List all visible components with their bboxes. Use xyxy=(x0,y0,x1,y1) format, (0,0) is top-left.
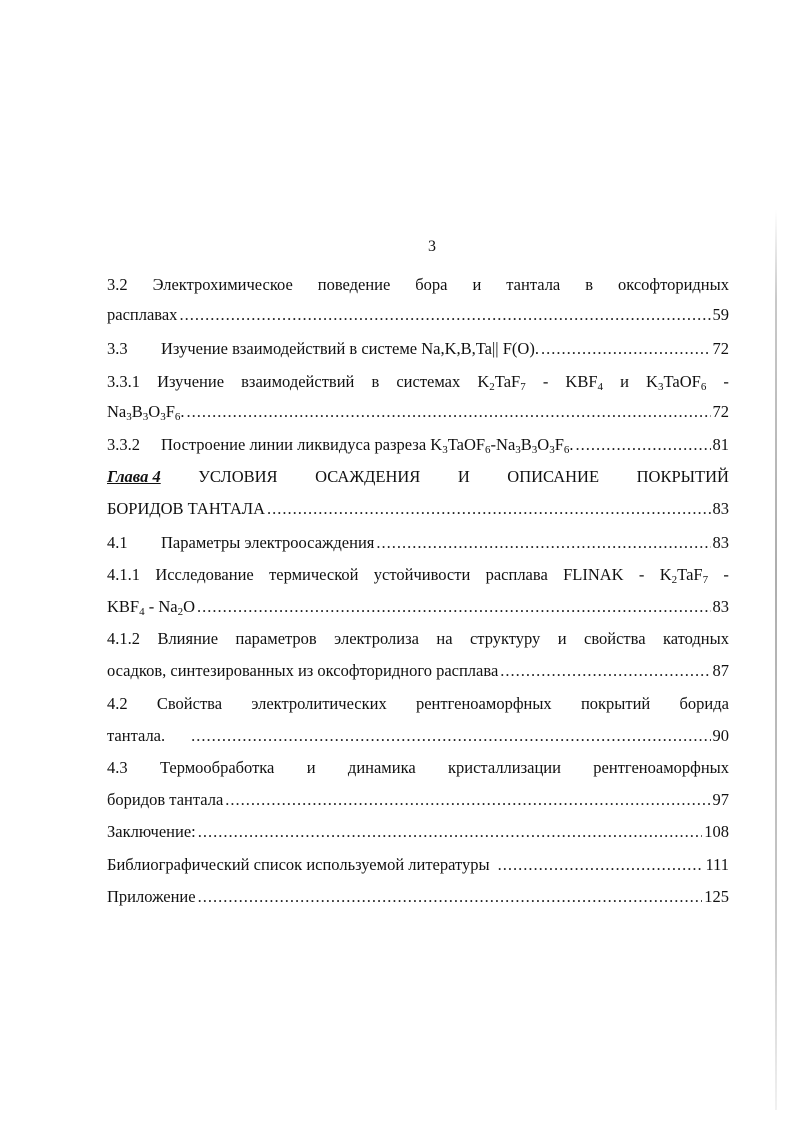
toc-entry[interactable] xyxy=(107,656,729,686)
dot-leader xyxy=(541,334,711,364)
toc-page-number: 72 xyxy=(712,339,729,358)
toc-page-number: 90 xyxy=(712,726,729,745)
toc-section-number: 4.1.2 xyxy=(107,629,140,648)
toc-word: - xyxy=(638,565,645,584)
toc-line xyxy=(107,367,729,397)
toc-page-number: 125 xyxy=(704,887,729,906)
toc-word: структуру xyxy=(469,629,541,648)
toc-section-number: 4.2 xyxy=(107,694,128,713)
toc-word: - xyxy=(723,565,729,584)
toc-word: покрытий xyxy=(580,694,651,713)
toc-entry[interactable] xyxy=(107,300,729,330)
toc-entry[interactable] xyxy=(107,334,729,364)
toc-word: ОПИСАНИЕ xyxy=(507,467,600,486)
toc-entry-title: Библиографический список используемой литературы xyxy=(107,855,490,874)
toc-word: рентгеноаморфных xyxy=(415,694,552,713)
toc-chapter-line xyxy=(107,462,729,492)
toc-entry[interactable] xyxy=(107,882,729,912)
toc-word: Изучение xyxy=(157,372,225,391)
toc-word: и xyxy=(306,758,316,777)
toc-entry[interactable] xyxy=(107,494,729,524)
toc-line xyxy=(107,270,729,300)
dot-leader xyxy=(191,721,710,751)
toc-word: И xyxy=(457,467,470,486)
toc-word: свойства xyxy=(584,629,646,648)
toc-word: тантала xyxy=(506,275,561,294)
toc-word: электролиза xyxy=(334,629,419,648)
toc-formula: $K_2TaF_7$ xyxy=(477,372,526,393)
toc-page-number: 72 xyxy=(712,402,729,421)
toc-word: Термообработка xyxy=(159,758,275,777)
dot-leader xyxy=(376,528,710,558)
dot-leader xyxy=(198,882,703,912)
page-number: 3 xyxy=(428,238,436,255)
toc-word: FLINAK xyxy=(563,565,624,584)
toc-word: рентгеноаморфных xyxy=(593,758,729,777)
toc-entry-title: Заключение: xyxy=(107,822,196,841)
toc-word: Исследование xyxy=(155,565,254,584)
toc-word: кристаллизации xyxy=(448,758,561,777)
toc-word: динамика xyxy=(347,758,416,777)
toc-word: на xyxy=(436,629,453,648)
toc-formula: $KBF_4$ xyxy=(565,372,604,393)
toc-page-number: 83 xyxy=(712,533,729,552)
dot-leader xyxy=(500,656,710,686)
toc-word: катодных xyxy=(662,629,729,648)
dot-leader xyxy=(187,397,711,427)
toc-page-number: 111 xyxy=(705,855,729,874)
dot-leader xyxy=(498,850,704,880)
toc-word: ОСАЖДЕНИЯ xyxy=(315,467,421,486)
toc-page-number: 108 xyxy=(704,822,729,841)
toc-entry[interactable] xyxy=(107,528,729,558)
toc-word: борида xyxy=(679,694,729,713)
toc-word: - xyxy=(542,372,549,391)
toc-word: и xyxy=(472,275,482,294)
toc-section-number: 4.3 xyxy=(107,758,128,777)
toc-entry-title: Приложение xyxy=(107,887,196,906)
toc-entry-title: осадков, синтезированных из оксофторидного расплава xyxy=(107,661,499,680)
toc-word: - xyxy=(723,372,729,391)
toc-word: расплава xyxy=(485,565,548,584)
toc-line xyxy=(107,560,729,590)
toc-word: ПОКРЫТИЙ xyxy=(636,467,729,486)
toc-word: в xyxy=(585,275,594,294)
dot-leader xyxy=(197,592,710,622)
toc-formula: $KBF_4 - Na_2O$ xyxy=(107,597,196,618)
toc-entry-title: Построение линии ликвидуса разреза $K_3TaOF_6-Na_3B_3O_3F_6$. xyxy=(161,435,574,456)
toc-page-number: 87 xyxy=(712,661,729,680)
toc-section-number: 3.2 xyxy=(107,275,128,294)
toc-page-number: 59 xyxy=(712,305,729,324)
chapter-label[interactable]: Глава 4 xyxy=(107,467,161,486)
toc-word: устойчивости xyxy=(373,565,471,584)
toc-word: и xyxy=(557,629,567,648)
toc-word: поведение xyxy=(317,275,391,294)
toc-word: УСЛОВИЯ xyxy=(198,467,278,486)
toc-section-number: 3.3.2 xyxy=(107,435,140,454)
toc-section-number: 4.1.1 xyxy=(107,565,140,584)
toc-entry-title: боридов тантала xyxy=(107,790,224,809)
toc-section-number: 3.3 xyxy=(107,339,128,358)
toc-word: бора xyxy=(415,275,448,294)
toc-entry[interactable] xyxy=(107,785,729,815)
toc-section-number: 3.3.1 xyxy=(107,372,140,391)
toc-entry-title: Изучение взаимодействий в системе Na,K,B,Ta|| F(O). xyxy=(161,339,539,358)
toc-word: системах xyxy=(396,372,461,391)
toc-entry-title: тантала. xyxy=(107,726,166,745)
toc-page-number: 83 xyxy=(712,597,729,616)
toc-entry[interactable] xyxy=(107,430,729,460)
toc-entry[interactable] xyxy=(107,592,729,622)
toc-entry-title: расплавах xyxy=(107,305,178,324)
toc-formula: $K_2TaF_7$ xyxy=(659,565,709,586)
dot-leader xyxy=(267,494,710,524)
dot-leader xyxy=(198,817,703,847)
dot-leader xyxy=(225,785,710,815)
dot-leader xyxy=(576,430,711,460)
toc-word: электролитических xyxy=(251,694,387,713)
toc-word: Свойства xyxy=(156,694,223,713)
scan-edge-shadow xyxy=(775,210,777,1110)
toc-entry-title: Параметры электроосаждения xyxy=(161,533,375,552)
toc-formula: $K_3TaOF_6$ xyxy=(646,372,707,393)
toc-entry[interactable] xyxy=(107,721,729,751)
dot-leader xyxy=(179,300,710,330)
toc-section-number: 4.1 xyxy=(107,533,128,552)
toc-line xyxy=(107,689,729,719)
toc-entry[interactable] xyxy=(107,850,729,880)
toc-entry[interactable] xyxy=(107,817,729,847)
toc-word: в xyxy=(371,372,380,391)
toc-word: взаимодействий xyxy=(241,372,355,391)
toc-page-number: 81 xyxy=(712,435,729,454)
toc-line xyxy=(107,753,729,783)
toc-entry[interactable] xyxy=(107,397,729,427)
toc-word: Влияние xyxy=(157,629,219,648)
toc-word: параметров xyxy=(235,629,317,648)
toc-word: оксофторидных xyxy=(617,275,729,294)
toc-entry-title: БОРИДОВ ТАНТАЛА xyxy=(107,499,266,518)
toc-page-number: 83 xyxy=(712,499,729,518)
toc-word: термической xyxy=(269,565,359,584)
toc-formula: $Na_3B_3O_3F_6$. xyxy=(107,402,185,423)
toc-word: и xyxy=(620,372,629,391)
toc-page-number: 97 xyxy=(712,790,729,809)
toc-line xyxy=(107,624,729,654)
toc-word: Электрохимическое xyxy=(152,275,293,294)
